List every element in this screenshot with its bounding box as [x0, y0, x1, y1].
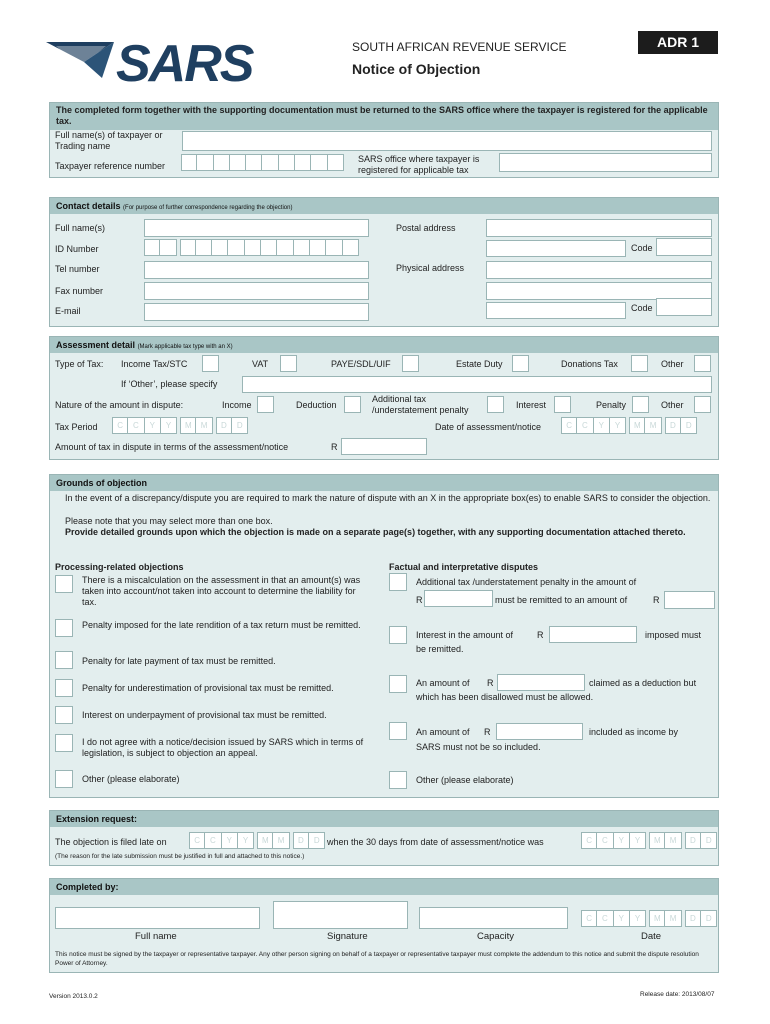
filed-late-label: The objection is filed late on: [55, 837, 167, 847]
contact-title: Contact details: [56, 201, 121, 211]
fax-label: Fax number: [55, 286, 104, 296]
completed-fullname-input[interactable]: [55, 907, 260, 929]
completed-date-cell[interactable]: C: [597, 910, 613, 927]
ground-r2-checkbox[interactable]: [389, 626, 407, 644]
ground-r1-text-b: R: [416, 595, 423, 605]
ground-l3-checkbox[interactable]: [55, 651, 73, 669]
period-cell[interactable]: D: [232, 417, 248, 434]
completed-date-cell[interactable]: Y: [614, 910, 630, 927]
completed-date-cells[interactable]: [581, 910, 717, 927]
completed-notice: This notice must be signed by the taxpayer or representative taxpayer. Any other person signing on behalf of a taxpayer or representative taxpayer must complete the addendum to this notice and submit the dispute resolution Power of Attorney.: [55, 951, 699, 967]
when-label: when the 30 days from date of assessment/notice was: [327, 837, 544, 847]
id-cell[interactable]: [343, 239, 359, 256]
id-cell[interactable]: [294, 239, 310, 256]
grounds-p3: Provide detailed grounds upon which the objection is made on a separate page(s) together, with any supporting documentation attached thereto.: [65, 527, 686, 537]
tax-period-label: Tax Period: [55, 422, 98, 432]
tax-type-donations-checkbox[interactable]: [631, 355, 648, 372]
id-cell[interactable]: [228, 239, 244, 256]
ref-cells[interactable]: [181, 154, 344, 171]
period-cell[interactable]: M: [180, 417, 196, 434]
ground-r2-text-d: be remitted.: [416, 644, 464, 654]
ground-r3-amount[interactable]: [497, 674, 585, 691]
id-cell[interactable]: [196, 239, 212, 256]
tax-type-other-checkbox[interactable]: [694, 355, 711, 372]
form-code: ADR 1: [656, 34, 699, 50]
ground-r4-text-c: included as income by: [589, 727, 679, 737]
completed-title: Completed by:: [56, 882, 119, 892]
nature-other-checkbox[interactable]: [694, 396, 711, 413]
ground-r3-text-b: R: [487, 678, 494, 688]
ref-cell[interactable]: [181, 154, 197, 171]
ref-cell[interactable]: [279, 154, 295, 171]
ground-r5-text: Other (please elaborate): [416, 775, 514, 785]
ground-l6-text: I do not agree with a notice/decision issued by SARS which in terms of legislation, is subject to objection an appeal.: [82, 737, 364, 758]
nature-penalty: Penalty: [596, 400, 627, 410]
completed-date-cell[interactable]: D: [685, 910, 701, 927]
nature-interest-checkbox[interactable]: [554, 396, 571, 413]
grounds-header: [50, 475, 718, 491]
tax-type-vat-checkbox[interactable]: [280, 355, 297, 372]
id-cell[interactable]: [277, 239, 293, 256]
late-date-cell[interactable]: C: [205, 832, 221, 849]
ground-r2-text-c: imposed must: [645, 630, 702, 640]
ground-r4-text-d: SARS must not be so included.: [416, 742, 541, 752]
nature-other: Other: [661, 400, 684, 410]
tel-label: Tel number: [55, 264, 100, 274]
ground-l1-text: There is a miscalculation on the assessment in that an amount(s) was taken into account/not taken into account to determine the liability for tax.: [82, 575, 361, 607]
tax-type-estate-checkbox[interactable]: [512, 355, 529, 372]
full-name-input[interactable]: [182, 131, 712, 151]
tax-type-income: Income Tax/STC: [121, 359, 188, 369]
tax-type-paye-checkbox[interactable]: [402, 355, 419, 372]
date-caption: Date: [641, 931, 662, 942]
contact-fullname-label: Full name(s): [55, 223, 106, 233]
ref-cell[interactable]: [246, 154, 262, 171]
filed-late-cells[interactable]: [189, 832, 325, 849]
when-date-cell[interactable]: D: [685, 832, 701, 849]
assessment-date-cell[interactable]: M: [645, 417, 661, 434]
postal-code-label: Code: [631, 243, 653, 253]
ground-r4-text-a: An amount of: [416, 727, 470, 737]
ground-r3-text-d: which has been disallowed must be allowed.: [416, 692, 594, 702]
sars-logo-text: SARS: [116, 38, 253, 86]
tax-type-vat: VAT: [252, 359, 269, 369]
tax-type-other: Other: [661, 359, 684, 369]
ground-r1-amount1[interactable]: [424, 590, 493, 607]
id-cell[interactable]: [160, 239, 176, 256]
factual-title: Factual and interpretative disputes: [389, 562, 539, 572]
grounds-p2: Please note that you may select more than one box.: [65, 516, 273, 526]
id-cell[interactable]: [144, 239, 160, 256]
late-date-cell[interactable]: Y: [222, 832, 238, 849]
nature-penalty-checkbox[interactable]: [632, 396, 649, 413]
period-cell[interactable]: D: [216, 417, 232, 434]
when-date-cell[interactable]: Y: [630, 832, 646, 849]
amount-dispute-input[interactable]: [341, 438, 427, 455]
assessment-date-cell[interactable]: Y: [610, 417, 626, 434]
completed-date-cell[interactable]: M: [649, 910, 665, 927]
completed-date-cell[interactable]: Y: [630, 910, 646, 927]
late-date-cell[interactable]: M: [257, 832, 273, 849]
postal-line1[interactable]: [486, 219, 712, 237]
late-date-cell[interactable]: Y: [238, 832, 254, 849]
signature-caption: Signature: [327, 931, 368, 942]
postal-line2[interactable]: [486, 240, 626, 257]
date-assessment-label: Date of assessment/notice: [435, 422, 542, 432]
ground-l6-checkbox[interactable]: [55, 734, 73, 752]
id-cell[interactable]: [261, 239, 277, 256]
ground-l1-checkbox[interactable]: [55, 575, 73, 593]
ground-l4-checkbox[interactable]: [55, 679, 73, 697]
sars-logo-mark-icon: [46, 42, 114, 78]
nature-income-checkbox[interactable]: [257, 396, 274, 413]
other-specify-input[interactable]: [242, 376, 712, 393]
nature-additional-checkbox[interactable]: [487, 396, 504, 413]
extension-title: Extension request:: [56, 814, 138, 824]
completed-header: [50, 879, 718, 895]
completed-date-cell[interactable]: D: [701, 910, 717, 927]
period-cell[interactable]: Y: [161, 417, 177, 434]
ground-r1-text-d: R: [653, 595, 660, 605]
full-name-label: Full name(s) of taxpayer or Trading name: [55, 130, 163, 151]
nature-label: Nature of the amount in dispute:: [55, 400, 184, 410]
assessment-date-cell[interactable]: M: [629, 417, 645, 434]
ground-l2-text: Penalty imposed for the late rendition of a tax return must be remitted.: [82, 620, 361, 630]
when-date-cell[interactable]: D: [701, 832, 717, 849]
tax-type-estate: Estate Duty: [456, 359, 503, 369]
completed-capacity-input[interactable]: [419, 907, 568, 929]
grounds-title: Grounds of objection: [56, 478, 147, 488]
email-input[interactable]: [144, 303, 369, 321]
postal-label: Postal address: [396, 223, 456, 233]
intro-instruction: The completed form together with the supporting documentation must be returned to the SARS office where the taxpayer is registered for the applicable tax.: [50, 103, 718, 130]
ground-l7-text: Other (please elaborate): [82, 774, 180, 784]
tax-period-cells[interactable]: [112, 417, 248, 434]
form-code-badge: [638, 31, 718, 54]
fax-input[interactable]: [144, 282, 369, 300]
assessment-date-cell[interactable]: C: [561, 417, 577, 434]
assessment-date-cell[interactable]: Y: [594, 417, 610, 434]
office-input[interactable]: [499, 153, 712, 172]
ground-r2-text-b: R: [537, 630, 544, 640]
when-date-cell[interactable]: C: [581, 832, 597, 849]
period-cell[interactable]: Y: [145, 417, 161, 434]
when-date-cell[interactable]: C: [597, 832, 613, 849]
agency-name: SOUTH AFRICAN REVENUE SERVICE: [352, 40, 567, 54]
grounds-p1: In the event of a discrepancy/dispute you are required to mark the nature of dispute with an X in the appropriate box(es) to enable SARS to consider the objection.: [65, 493, 711, 503]
id-cell[interactable]: [212, 239, 228, 256]
amount-dispute-label: Amount of tax in dispute in terms of the assessment/notice: [55, 442, 289, 452]
ref-cell[interactable]: [328, 154, 344, 171]
physical-line1[interactable]: [486, 261, 712, 279]
id-cell[interactable]: [245, 239, 261, 256]
tax-type-paye: PAYE/SDL/UIF: [331, 359, 391, 369]
physical-code-label: Code: [631, 303, 653, 313]
ground-r4-amount[interactable]: [496, 723, 583, 740]
tel-input[interactable]: [144, 261, 369, 279]
assessment-date-cell[interactable]: C: [577, 417, 593, 434]
other-specify-label: If ‘Other’, please specify: [121, 379, 218, 389]
assessment-date-cell[interactable]: D: [665, 417, 681, 434]
physical-line3[interactable]: [486, 302, 626, 319]
ground-l5-checkbox[interactable]: [55, 706, 73, 724]
ref-cell[interactable]: [214, 154, 230, 171]
when-cells[interactable]: [581, 832, 717, 849]
when-date-cell[interactable]: Y: [614, 832, 630, 849]
ref-label: Taxpayer reference number: [55, 161, 166, 171]
ref-cell[interactable]: [311, 154, 327, 171]
contact-header: [50, 198, 718, 214]
physical-label: Physical address: [396, 263, 465, 273]
processing-title: Processing-related objections: [55, 562, 184, 572]
id-cell[interactable]: [310, 239, 326, 256]
ground-l4-text: Penalty for underestimation of provisional tax must be remitted.: [82, 683, 334, 693]
ground-r5-checkbox[interactable]: [389, 771, 407, 789]
contact-fullname-input[interactable]: [144, 219, 369, 237]
version: Version 2013.0.2: [49, 993, 98, 1000]
late-date-cell[interactable]: D: [293, 832, 309, 849]
office-label: SARS office where taxpayer is registered for applicable tax: [358, 154, 480, 175]
extension-note: (The reason for the late submission must be justified in full and attached to this notice.): [55, 853, 305, 860]
ground-r3-checkbox[interactable]: [389, 675, 407, 693]
extension-header: [50, 811, 718, 827]
assessment-date-cell[interactable]: D: [681, 417, 697, 434]
ground-r4-checkbox[interactable]: [389, 722, 407, 740]
tax-type-label: Type of Tax:: [55, 359, 104, 369]
period-cell[interactable]: M: [196, 417, 212, 434]
ground-l7-checkbox[interactable]: [55, 770, 73, 788]
period-cell[interactable]: C: [112, 417, 128, 434]
ref-cell[interactable]: [197, 154, 213, 171]
ground-l3-text: Penalty for late payment of tax must be remitted.: [82, 656, 276, 666]
tax-type-donations: Donations Tax: [561, 359, 618, 369]
ground-r3-text-a: An amount of: [416, 678, 470, 688]
ref-cell[interactable]: [230, 154, 246, 171]
assessment-note: (Mark applicable tax type with an X): [137, 344, 233, 350]
period-cell[interactable]: C: [128, 417, 144, 434]
sars-logo: [44, 38, 259, 86]
late-date-cell[interactable]: D: [309, 832, 325, 849]
page-title: Notice of Objection: [352, 61, 481, 77]
tax-type-income-checkbox[interactable]: [202, 355, 219, 372]
completed-date-cell[interactable]: C: [581, 910, 597, 927]
ref-cell[interactable]: [262, 154, 278, 171]
ground-l5-text: Interest on underpayment of provisional tax must be remitted.: [82, 710, 327, 720]
assessment-title: Assessment detail: [56, 340, 136, 350]
nature-income: Income: [222, 400, 252, 410]
id-cells[interactable]: [144, 239, 359, 256]
email-label: E-mail: [55, 306, 81, 316]
id-label: ID Number: [55, 244, 99, 254]
capacity-caption: Capacity: [477, 931, 514, 942]
when-date-cell[interactable]: M: [649, 832, 665, 849]
ground-r1-amount2[interactable]: [664, 591, 715, 609]
physical-code-input[interactable]: [656, 298, 712, 316]
nature-deduction: Deduction: [296, 400, 337, 410]
postal-code-input[interactable]: [656, 238, 712, 256]
late-date-cell[interactable]: C: [189, 832, 205, 849]
ground-l2-checkbox[interactable]: [55, 619, 73, 637]
ground-r1-checkbox[interactable]: [389, 573, 407, 591]
id-cell[interactable]: [180, 239, 196, 256]
amount-currency: R: [331, 442, 338, 452]
ground-r2-text-a: Interest in the amount of: [416, 630, 514, 640]
id-cell[interactable]: [326, 239, 342, 256]
ground-r2-amount[interactable]: [549, 626, 637, 643]
nature-additional: Additional tax /understatement penalty: [372, 394, 469, 415]
late-date-cell[interactable]: M: [273, 832, 289, 849]
ground-r4-text-b: R: [484, 727, 491, 737]
nature-deduction-checkbox[interactable]: [344, 396, 361, 413]
contact-note: (For purpose of further correspondence regarding the objection): [123, 205, 293, 211]
when-date-cell[interactable]: M: [665, 832, 681, 849]
date-assessment-cells[interactable]: [561, 417, 697, 434]
release-date: Release date: 2013/08/07: [640, 991, 715, 998]
completed-signature-input[interactable]: [273, 901, 408, 929]
assessment-header: [50, 337, 718, 353]
ground-r1-text-a: Additional tax /understatement penalty in the amount of: [416, 577, 637, 587]
ref-cell[interactable]: [295, 154, 311, 171]
completed-date-cell[interactable]: M: [665, 910, 681, 927]
ground-r3-text-c: claimed as a deduction but: [589, 678, 697, 688]
fullname-caption: Full name: [135, 931, 177, 942]
ground-r1-text-c: must be remitted to an amount of: [495, 595, 628, 605]
nature-interest: Interest: [516, 400, 547, 410]
